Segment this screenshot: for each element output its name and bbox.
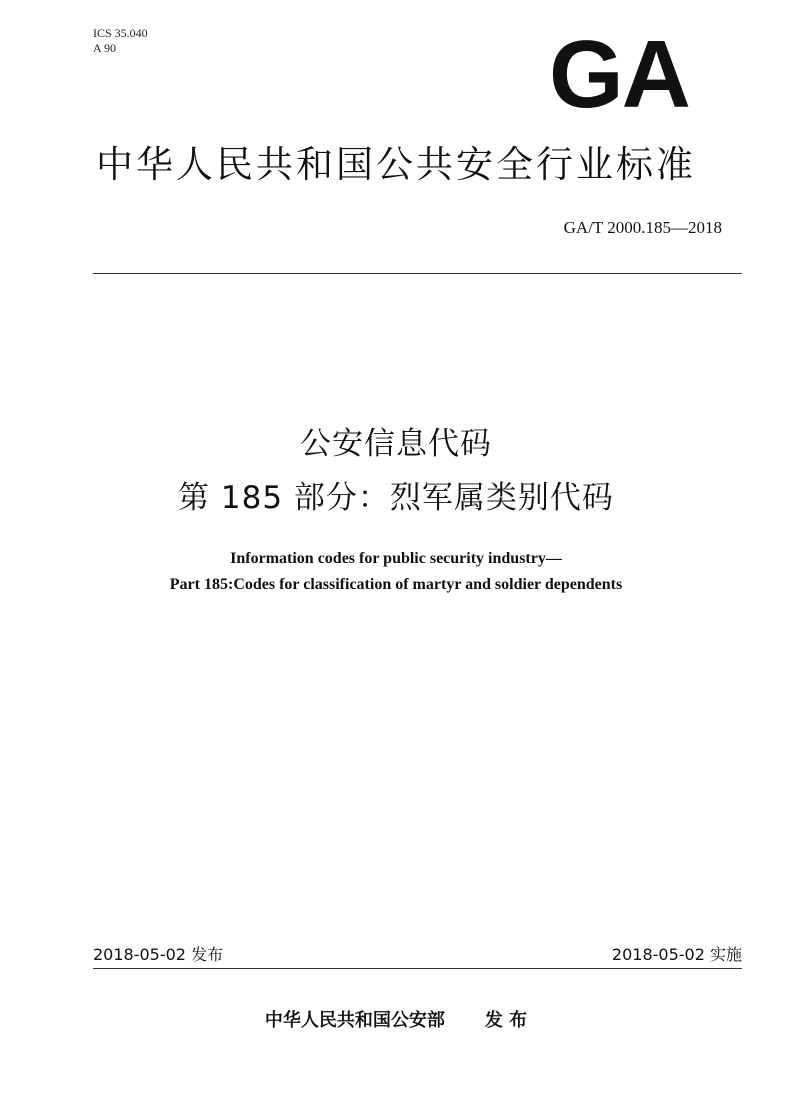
ics-code: ICS 35.040	[93, 26, 148, 40]
issuer-name: 中华人民共和国公安部	[264, 1010, 445, 1031]
top-divider	[93, 273, 742, 274]
ccs-code: A 90	[93, 41, 117, 55]
issuer-action: 发 布	[484, 1010, 528, 1031]
issuer-line	[0, 1008, 792, 1034]
bottom-divider	[93, 968, 742, 969]
title-en-line1: Information codes for public security industry—	[230, 550, 562, 567]
implementation-date: 2018-05-02 实施	[611, 945, 742, 964]
classification-codes	[93, 26, 148, 56]
title-cn-line2: 第 185 部分：烈军属类别代码	[178, 480, 614, 516]
issue-date: 2018-05-02 发布	[93, 945, 224, 964]
standard-number: GA/T 2000.185—2018	[563, 218, 722, 237]
ga-logo: GA	[549, 21, 689, 128]
title-cn-line1: 公安信息代码	[300, 426, 492, 462]
org-header: 中华人民共和国公共安全行业标准	[96, 143, 696, 186]
title-en-line2: Part 185:Codes for classification of martyr and soldier dependents	[169, 576, 623, 593]
